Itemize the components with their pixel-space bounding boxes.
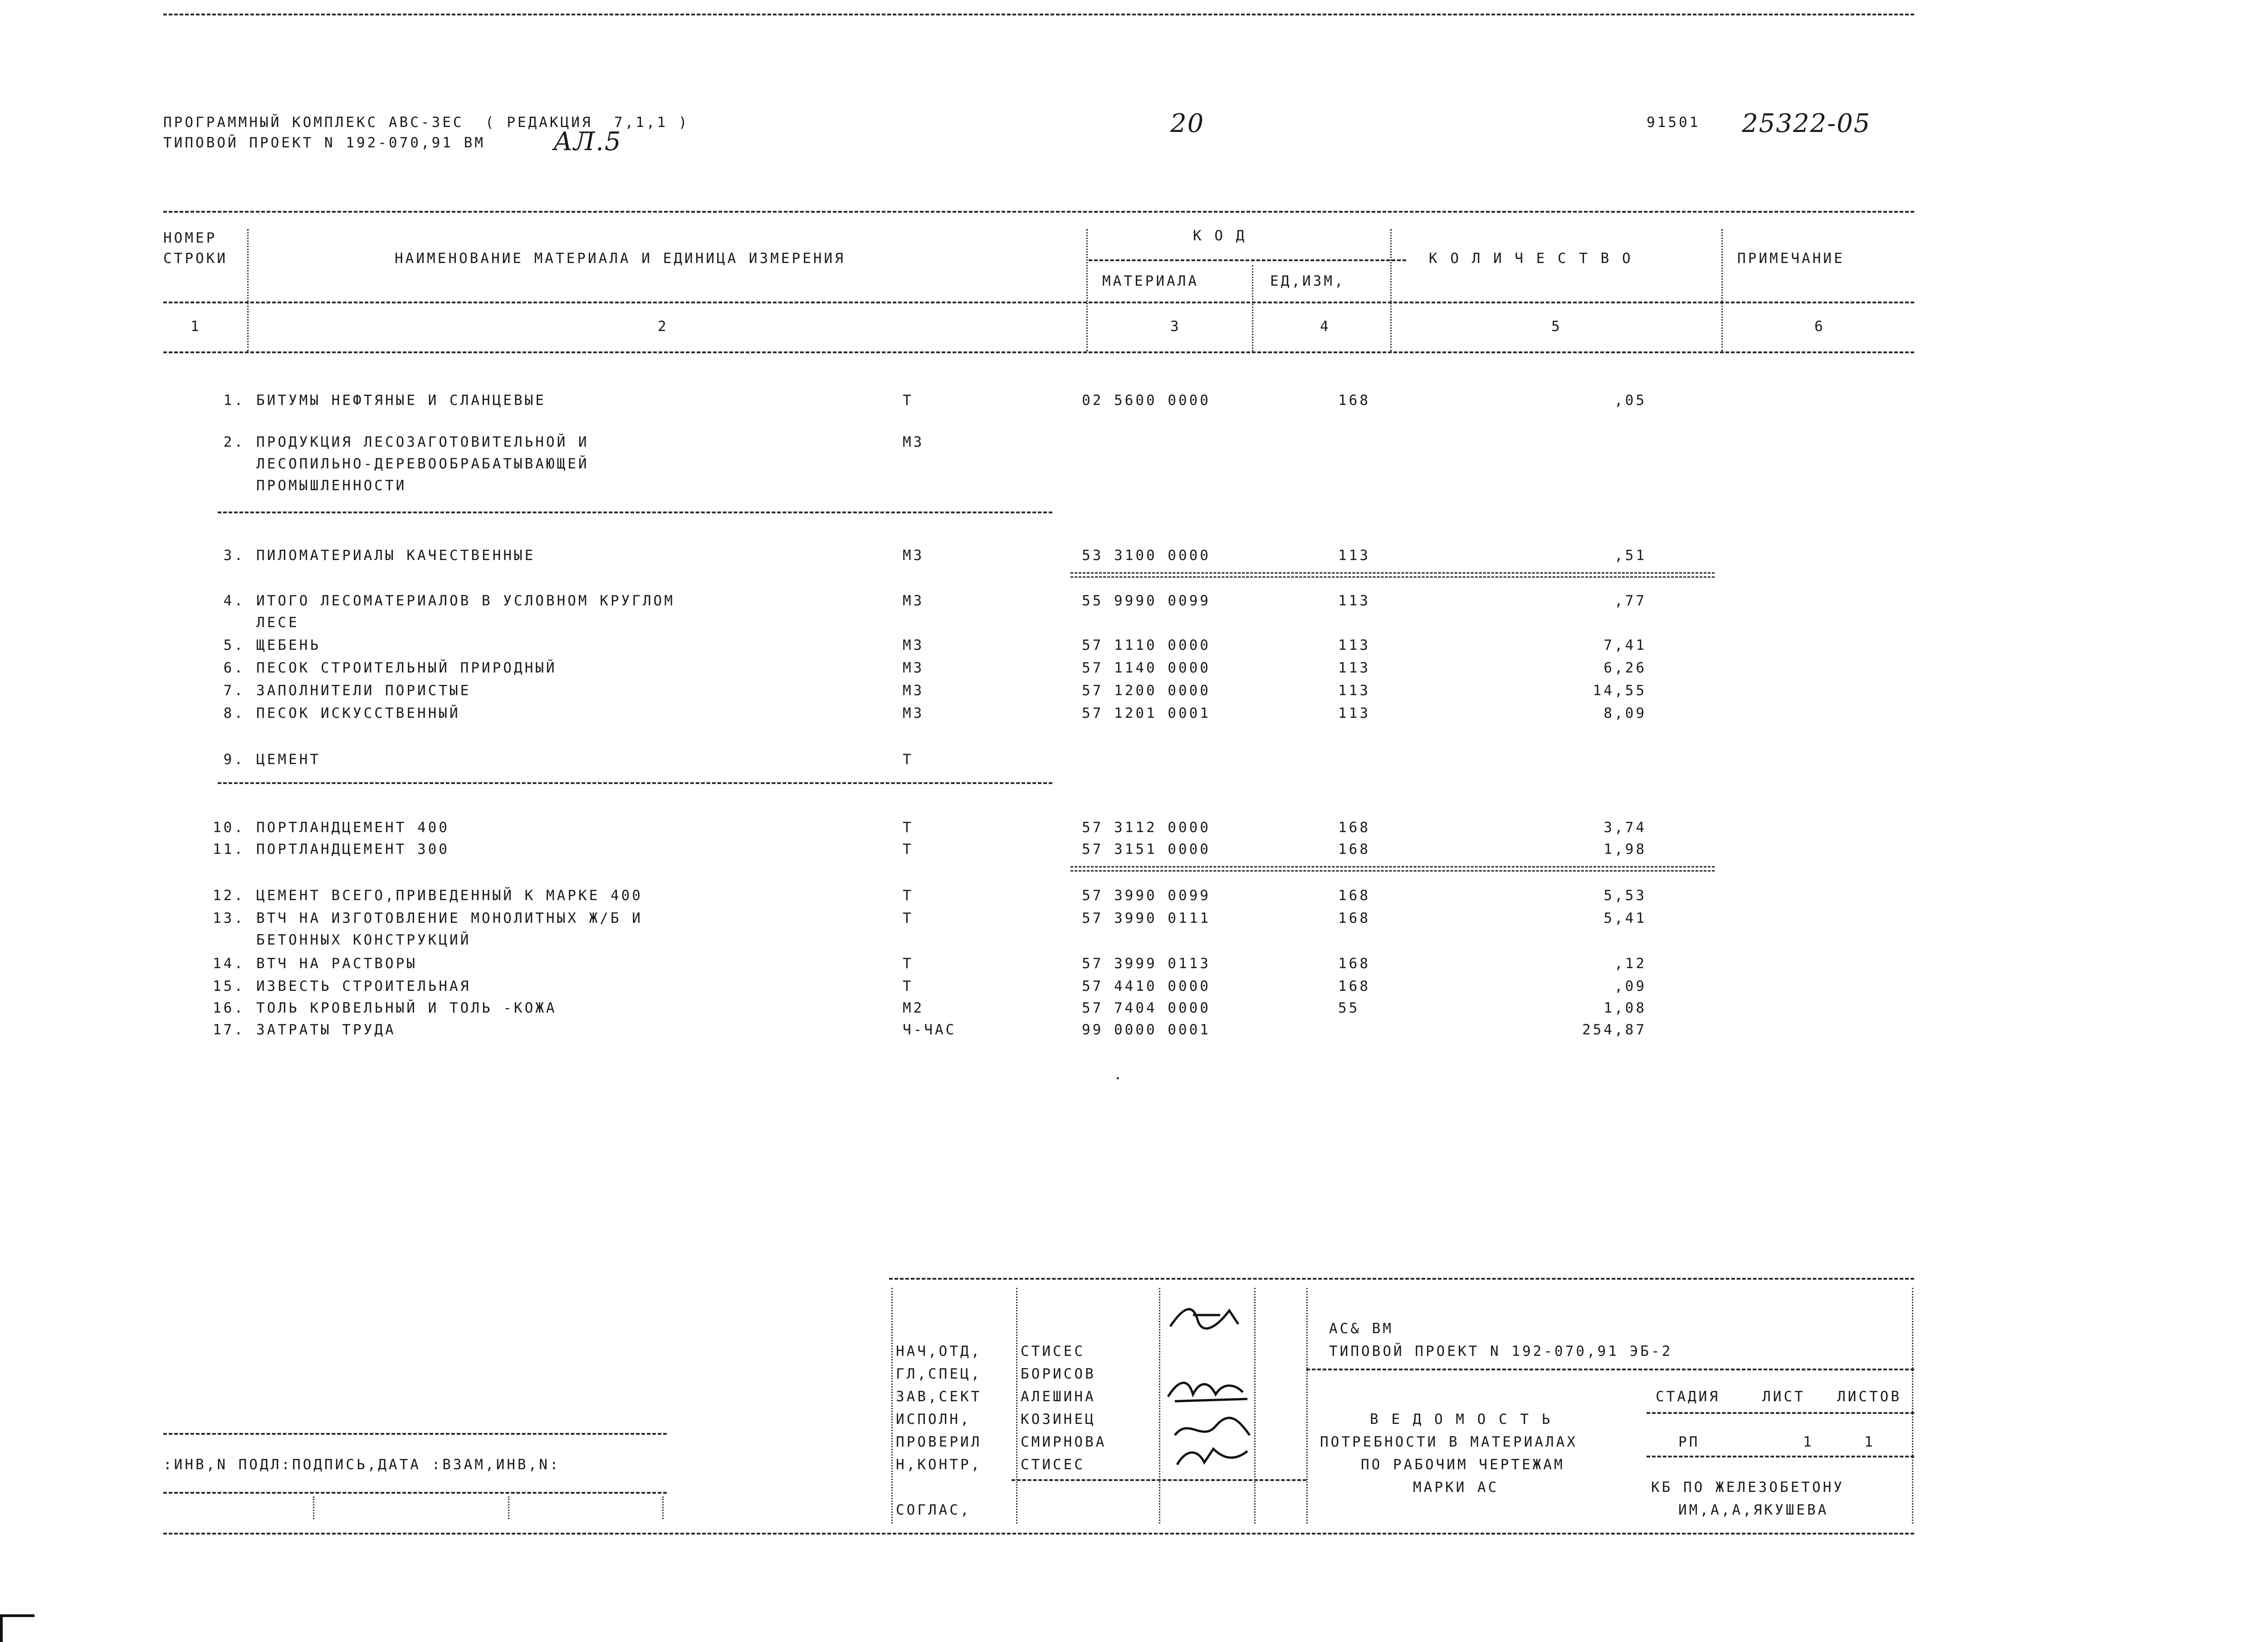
tb-sep-c bbox=[1159, 1288, 1160, 1524]
row-unit: Ч-ЧАС bbox=[903, 1022, 957, 1038]
row-name: ЗАТРАТЫ ТРУДА bbox=[256, 1022, 396, 1038]
doc-title-1: В Е Д О М О С Т Ь bbox=[1370, 1411, 1553, 1428]
titleblock-sheets-divider bbox=[1647, 1456, 1914, 1457]
inventory-labels: :ИНВ,N ПОДЛ:ПОДПИСЬ,ДАТА :ВЗАМ,ИНВ,N: bbox=[163, 1457, 561, 1473]
sheet-label: ЛИСТ bbox=[1762, 1389, 1805, 1405]
org-name-2: ИМ,А,А,ЯКУШЕВА bbox=[1678, 1502, 1829, 1518]
row-unit: М3 bbox=[903, 660, 924, 676]
inv-sep-c bbox=[662, 1496, 664, 1519]
row-unit: М3 bbox=[903, 434, 924, 450]
row-material-code: 57 3990 0111 bbox=[1082, 910, 1211, 926]
row-name: ТОЛЬ КРОВЕЛЬНЫЙ И ТОЛЬ -КОЖА bbox=[256, 1000, 557, 1016]
row-unit: Т bbox=[903, 955, 914, 972]
row-quantity: 7,41 bbox=[1603, 637, 1647, 653]
row-number: 6. bbox=[223, 660, 245, 676]
titleblock-role: ГЛ,СПЕЦ, bbox=[896, 1366, 982, 1382]
row-unit-code: 168 bbox=[1338, 955, 1370, 972]
row-name: БЕТОННЫХ КОНСТРУКЦИЙ bbox=[256, 932, 471, 948]
group-underline-cement bbox=[218, 782, 1052, 784]
row-unit: Т bbox=[903, 392, 914, 409]
titleblock-stage-divider bbox=[1647, 1412, 1914, 1414]
row-name: ПИЛОМАТЕРИАЛЫ КАЧЕСТВЕННЫЕ bbox=[256, 547, 536, 564]
total-separator-lumber bbox=[1070, 572, 1715, 578]
code-header-divider bbox=[1089, 259, 1406, 261]
signature-1 bbox=[1166, 1301, 1252, 1333]
table-colnum-bottom-border bbox=[163, 351, 1914, 353]
row-quantity: 254,87 bbox=[1582, 1022, 1647, 1038]
sheets-value: 1 bbox=[1864, 1434, 1875, 1450]
titleblock-role: ИСПОЛН, bbox=[896, 1411, 971, 1428]
row-number: 9. bbox=[223, 751, 245, 768]
row-unit: Т bbox=[903, 751, 914, 768]
project-designation: ТИПОВОЙ ПРОЕКТ N 192-070,91 ЭБ-2 bbox=[1329, 1343, 1673, 1359]
doc-code-left: 91501 bbox=[1647, 114, 1701, 131]
titleblock-name: КОЗИНЕЦ bbox=[1021, 1411, 1096, 1428]
org-name-1: КБ ПО ЖЕЛЕЗОБЕТОНУ bbox=[1651, 1479, 1844, 1496]
row-name: ЩЕБЕНЬ bbox=[256, 637, 321, 653]
row-unit-code: 113 bbox=[1338, 547, 1370, 564]
row-unit: Т bbox=[903, 841, 914, 858]
header-note: ПРИМЕЧАНИЕ bbox=[1737, 250, 1845, 267]
row-name: ИЗВЕСТЬ СТРОИТЕЛЬНАЯ bbox=[256, 978, 471, 994]
col-sep-4 bbox=[1390, 229, 1392, 351]
titleblock-project-divider bbox=[1306, 1369, 1914, 1370]
titleblock-name: БОРИСОВ bbox=[1021, 1366, 1096, 1382]
row-name: ПРОДУКЦИЯ ЛЕСОЗАГОТОВИТЕЛЬНОЙ И bbox=[256, 434, 589, 450]
titleblock-name: СТИСЕС bbox=[1021, 1457, 1085, 1473]
sheets-label: ЛИСТОВ bbox=[1837, 1389, 1901, 1405]
project-title: ТИПОВОЙ ПРОЕКТ N 192-070,91 ВМ bbox=[163, 135, 485, 151]
row-unit: М3 bbox=[903, 682, 924, 699]
titleblock-role: ПРОВЕРИЛ bbox=[896, 1434, 982, 1450]
row-name: ЦЕМЕНТ ВСЕГО,ПРИВЕДЕННЫЙ К МАРКЕ 400 bbox=[256, 887, 643, 904]
row-material-code: 02 5600 0000 bbox=[1082, 392, 1211, 409]
col-sep-5 bbox=[1721, 229, 1723, 351]
row-material-code: 57 3999 0113 bbox=[1082, 955, 1211, 972]
page-bottom-border bbox=[163, 1533, 1914, 1535]
row-quantity: ,51 bbox=[1614, 547, 1647, 564]
row-material-code: 53 3100 0000 bbox=[1082, 547, 1211, 564]
row-unit-code: 168 bbox=[1338, 841, 1370, 858]
row-quantity: 5,41 bbox=[1603, 910, 1647, 926]
row-material-code: 57 7404 0000 bbox=[1082, 1000, 1211, 1016]
stage-label: СТАДИЯ bbox=[1656, 1389, 1720, 1405]
colnum-3: 3 bbox=[1170, 318, 1181, 335]
row-number: 1. bbox=[223, 392, 245, 409]
row-quantity: ,09 bbox=[1614, 978, 1647, 994]
row-material-code: 57 1140 0000 bbox=[1082, 660, 1211, 676]
row-unit-code: 168 bbox=[1338, 819, 1370, 836]
row-unit: Т bbox=[903, 910, 914, 926]
header-name: НАИМЕНОВАНИЕ МАТЕРИАЛА И ЕДИНИЦА ИЗМЕРЕНИЯ bbox=[395, 250, 846, 267]
row-unit: М2 bbox=[903, 1000, 924, 1016]
row-name: ПРОМЫШЛЕННОСТИ bbox=[256, 477, 407, 494]
row-material-code: 57 1200 0000 bbox=[1082, 682, 1211, 699]
row-name: ИТОГО ЛЕСОМАТЕРИАЛОВ В УСЛОВНОМ КРУГЛОМ bbox=[256, 593, 675, 609]
doc-code-right: 25322-05 bbox=[1742, 109, 1871, 138]
row-material-code: 99 0000 0001 bbox=[1082, 1022, 1211, 1038]
row-quantity: ,77 bbox=[1614, 593, 1647, 609]
doc-title-2: ПОТРЕБНОСТИ В МАТЕРИАЛАХ bbox=[1320, 1434, 1578, 1450]
row-unit-code: 168 bbox=[1338, 978, 1370, 994]
row-unit-code: 113 bbox=[1338, 637, 1370, 653]
signature-4 bbox=[1170, 1442, 1256, 1474]
row-unit-code: 113 bbox=[1338, 660, 1370, 676]
group-underline-lumber bbox=[218, 512, 1052, 513]
row-name: ЛЕСЕ bbox=[256, 614, 299, 631]
total-separator-cement bbox=[1070, 866, 1715, 872]
stage-value: РП bbox=[1678, 1434, 1700, 1450]
row-name: ПОРТЛАНДЦЕМЕНТ 400 bbox=[256, 819, 450, 836]
row-name: ЗАПОЛНИТЕЛИ ПОРИСТЫЕ bbox=[256, 682, 471, 699]
header-quantity: К О Л И Ч Е С Т В О bbox=[1429, 250, 1633, 267]
colnum-1: 1 bbox=[191, 318, 201, 335]
row-unit-code: 55 bbox=[1338, 1000, 1360, 1016]
header-code-unit: ЕД,ИЗМ, bbox=[1270, 273, 1345, 289]
colnum-6: 6 bbox=[1814, 318, 1825, 335]
row-quantity: ,05 bbox=[1614, 392, 1647, 409]
row-unit-code: 113 bbox=[1338, 593, 1370, 609]
tb-sep-d bbox=[1254, 1288, 1256, 1524]
col-sep-2 bbox=[1086, 229, 1088, 351]
row-quantity: 6,26 bbox=[1603, 660, 1647, 676]
row-name: ЦЕМЕНТ bbox=[256, 751, 321, 768]
org-code: АС& ВМ bbox=[1329, 1320, 1393, 1337]
row-number: 2. bbox=[223, 434, 245, 450]
row-name: ПЕСОК СТРОИТЕЛЬНЫЙ ПРИРОДНЫЙ bbox=[256, 660, 557, 676]
titleblock-role: СОГЛАС, bbox=[896, 1502, 971, 1518]
row-name: БИТУМЫ НЕФТЯНЫЕ И СЛАНЦЕВЫЕ bbox=[256, 392, 546, 409]
signature-2 bbox=[1166, 1374, 1256, 1406]
row-number: 17. bbox=[213, 1022, 245, 1038]
row-material-code: 57 3112 0000 bbox=[1082, 819, 1211, 836]
row-name: ЛЕСОПИЛЬНО-ДЕРЕВООБРАБАТЫВАЮЩЕЙ bbox=[256, 456, 589, 472]
left-block-top-border bbox=[163, 1433, 667, 1435]
doc-title-3: ПО РАБОЧИМ ЧЕРТЕЖАМ bbox=[1361, 1457, 1565, 1473]
page-number: 20 bbox=[1170, 109, 1205, 138]
row-name: ВТЧ НА ИЗГОТОВЛЕНИЕ МОНОЛИТНЫХ Ж/Б И bbox=[256, 910, 643, 926]
titleblock-role: Н,КОНТР, bbox=[896, 1457, 982, 1473]
header-row-number: НОМЕР bbox=[163, 230, 217, 246]
inv-sep-b bbox=[508, 1496, 509, 1519]
row-unit: Т bbox=[903, 887, 914, 904]
titleblock-name: СМИРНОВА bbox=[1021, 1434, 1107, 1450]
row-number: 4. bbox=[223, 593, 245, 609]
row-quantity: ,12 bbox=[1614, 955, 1647, 972]
row-material-code: 57 1110 0000 bbox=[1082, 637, 1211, 653]
tb-sep-b bbox=[1016, 1288, 1017, 1524]
row-quantity: 3,74 bbox=[1603, 819, 1647, 836]
row-unit-code: 113 bbox=[1338, 705, 1370, 721]
titleblock-role: НАЧ,ОТД, bbox=[896, 1343, 982, 1359]
row-number: 5. bbox=[223, 637, 245, 653]
row-number: 15. bbox=[213, 978, 245, 994]
album-handwritten: АЛ.5 bbox=[553, 127, 622, 156]
titleblock-name: СТИСЕС bbox=[1021, 1343, 1085, 1359]
titleblock-role: ЗАВ,СЕКТ bbox=[896, 1389, 982, 1405]
inv-sep-a bbox=[313, 1496, 314, 1519]
row-unit: М3 bbox=[903, 705, 924, 721]
row-name: ВТЧ НА РАСТВОРЫ bbox=[256, 955, 417, 972]
row-number: 8. bbox=[223, 705, 245, 721]
row-number: 13. bbox=[213, 910, 245, 926]
col-sep-1 bbox=[247, 229, 249, 351]
row-number: 7. bbox=[223, 682, 245, 699]
col-sep-3 bbox=[1252, 265, 1253, 351]
table-header-bottom-border bbox=[163, 302, 1914, 303]
row-unit: М3 bbox=[903, 637, 924, 653]
row-number: 10. bbox=[213, 819, 245, 836]
row-unit-code: 113 bbox=[1338, 682, 1370, 699]
tb-sep-e bbox=[1306, 1288, 1308, 1524]
row-material-code: 57 3990 0099 bbox=[1082, 887, 1211, 904]
stray-mark: . bbox=[1114, 1067, 1124, 1083]
row-material-code: 57 3151 0000 bbox=[1082, 841, 1211, 858]
titleblock-top-border bbox=[889, 1278, 1914, 1280]
row-unit: Т bbox=[903, 978, 914, 994]
row-name: ПОРТЛАНДЦЕМЕНТ 300 bbox=[256, 841, 450, 858]
row-quantity: 5,53 bbox=[1603, 887, 1647, 904]
colnum-2: 2 bbox=[658, 318, 669, 335]
row-unit: М3 bbox=[903, 593, 924, 609]
row-number: 12. bbox=[213, 887, 245, 904]
row-number: 11. bbox=[213, 841, 245, 858]
row-material-code: 57 1201 0001 bbox=[1082, 705, 1211, 721]
table-top-border bbox=[163, 211, 1914, 213]
program-title: ПРОГРАММНЫЙ КОМПЛЕКС АВС-ЗЕС ( РЕДАКЦИЯ 7,1,1 ) bbox=[163, 114, 689, 131]
doc-title-4: МАРКИ АС bbox=[1413, 1479, 1499, 1496]
row-quantity: 1,08 bbox=[1603, 1000, 1647, 1016]
row-unit-code: 168 bbox=[1338, 392, 1370, 409]
row-quantity: 1,98 bbox=[1603, 841, 1647, 858]
row-material-code: 57 4410 0000 bbox=[1082, 978, 1211, 994]
tb-sep-f bbox=[1912, 1288, 1913, 1524]
row-name: ПЕСОК ИСКУССТВЕННЫЙ bbox=[256, 705, 460, 721]
row-quantity: 14,55 bbox=[1593, 682, 1647, 699]
row-quantity: 8,09 bbox=[1603, 705, 1647, 721]
scan-corner-mark bbox=[0, 1614, 34, 1642]
row-unit: Т bbox=[903, 819, 914, 836]
left-block-mid-border bbox=[163, 1492, 667, 1494]
row-number: 16. bbox=[213, 1000, 245, 1016]
sheet-value: 1 bbox=[1803, 1434, 1814, 1450]
titleblock-name: АЛЕШИНА bbox=[1021, 1389, 1096, 1405]
row-unit-code: 168 bbox=[1338, 887, 1370, 904]
header-code: К О Д bbox=[1193, 228, 1247, 244]
colnum-5: 5 bbox=[1551, 318, 1562, 335]
colnum-4: 4 bbox=[1320, 318, 1331, 335]
row-material-code: 55 9990 0099 bbox=[1082, 593, 1211, 609]
header-row-label: СТРОКИ bbox=[163, 250, 228, 267]
row-number: 3. bbox=[223, 547, 245, 564]
top-border bbox=[163, 14, 1914, 15]
row-number: 14. bbox=[213, 955, 245, 972]
header-code-material: МАТЕРИАЛА bbox=[1102, 273, 1199, 289]
tb-sep-a bbox=[891, 1288, 893, 1524]
row-unit: М3 bbox=[903, 547, 924, 564]
row-unit-code: 168 bbox=[1338, 910, 1370, 926]
